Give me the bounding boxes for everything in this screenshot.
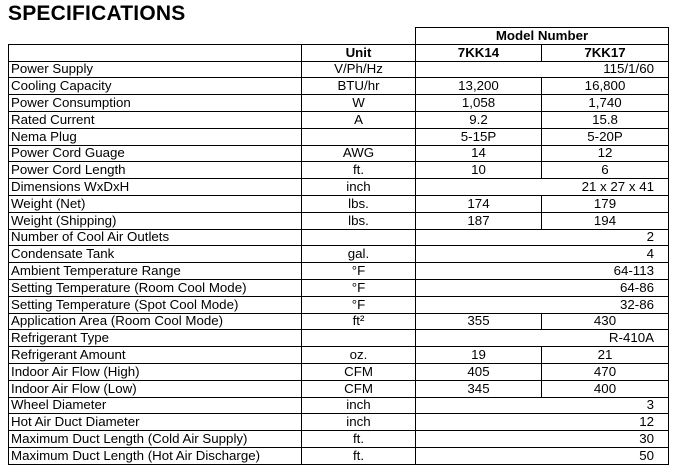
unit-cell: °F	[302, 263, 416, 280]
value-cell-model-2: 1,740	[542, 95, 669, 112]
param-header-blank	[9, 44, 302, 61]
value-cell-model-1: 1,058	[416, 95, 542, 112]
table-row	[9, 279, 669, 296]
param-cell: Power Consumption	[9, 95, 302, 112]
value-cell-model-2: 15.8	[542, 111, 669, 128]
unit-cell	[302, 128, 416, 145]
unit-cell: gal.	[302, 246, 416, 263]
blank-corner-cell	[9, 28, 416, 45]
unit-cell: V/Ph/Hz	[302, 61, 416, 78]
param-cell: Maximum Duct Length (Cold Air Supply)	[9, 431, 302, 448]
table-row	[9, 296, 669, 313]
param-cell: Rated Current	[9, 111, 302, 128]
merged-value-cell: 50	[416, 447, 669, 464]
table-row	[9, 111, 669, 128]
table-row	[9, 414, 669, 431]
value-cell-model-2: 6	[542, 162, 669, 179]
param-cell: Setting Temperature (Spot Cool Mode)	[9, 296, 302, 313]
table-row	[9, 128, 669, 145]
model-header-1: 7KK14	[416, 44, 542, 61]
param-cell: Power Supply	[9, 61, 302, 78]
param-cell: Application Area (Room Cool Mode)	[9, 313, 302, 330]
table-row	[9, 313, 669, 330]
table-row	[9, 61, 669, 78]
unit-cell: ft²	[302, 313, 416, 330]
unit-cell: lbs.	[302, 212, 416, 229]
unit-cell: W	[302, 95, 416, 112]
merged-value-cell: R-410A	[416, 330, 669, 347]
value-cell-model-1: 10	[416, 162, 542, 179]
specifications-table	[8, 27, 669, 465]
unit-cell: inch	[302, 179, 416, 196]
value-cell-model-2: 194	[542, 212, 669, 229]
unit-cell: AWG	[302, 145, 416, 162]
header-row-columns	[9, 44, 669, 61]
param-cell: Refrigerant Type	[9, 330, 302, 347]
unit-cell: A	[302, 111, 416, 128]
table-row	[9, 246, 669, 263]
param-cell: Power Cord Guage	[9, 145, 302, 162]
unit-cell: inch	[302, 414, 416, 431]
value-cell-model-2: 400	[542, 380, 669, 397]
unit-cell: ft.	[302, 431, 416, 448]
unit-cell: inch	[302, 397, 416, 414]
param-cell: Dimensions WxDxH	[9, 179, 302, 196]
param-cell: Weight (Net)	[9, 195, 302, 212]
table-row	[9, 447, 669, 464]
unit-cell: °F	[302, 279, 416, 296]
unit-cell: ft.	[302, 447, 416, 464]
table-row	[9, 145, 669, 162]
value-cell-model-2: 16,800	[542, 78, 669, 95]
unit-cell: BTU/hr	[302, 78, 416, 95]
unit-cell: °F	[302, 296, 416, 313]
unit-cell	[302, 330, 416, 347]
table-row	[9, 179, 669, 196]
param-cell: Setting Temperature (Room Cool Mode)	[9, 279, 302, 296]
model-number-header: Model Number	[416, 28, 669, 45]
param-cell: Condensate Tank	[9, 246, 302, 263]
value-cell-model-1: 19	[416, 347, 542, 364]
value-cell-model-1: 405	[416, 363, 542, 380]
unit-cell: ft.	[302, 162, 416, 179]
table-row	[9, 363, 669, 380]
merged-value-cell: 30	[416, 431, 669, 448]
unit-cell: CFM	[302, 380, 416, 397]
unit-cell: CFM	[302, 363, 416, 380]
model-header-2: 7KK17	[542, 44, 669, 61]
value-cell-model-1: 345	[416, 380, 542, 397]
table-row	[9, 397, 669, 414]
table-row	[9, 78, 669, 95]
unit-cell: oz.	[302, 347, 416, 364]
spec-table-body	[9, 61, 669, 464]
value-cell-model-1: 14	[416, 145, 542, 162]
table-row	[9, 330, 669, 347]
merged-value-cell: 21 x 27 x 41	[416, 179, 669, 196]
merged-value-cell: 64-113	[416, 263, 669, 280]
unit-cell: lbs.	[302, 195, 416, 212]
table-row	[9, 431, 669, 448]
param-cell: Ambient Temperature Range	[9, 263, 302, 280]
merged-value-cell: 32-86	[416, 296, 669, 313]
param-cell: Weight (Shipping)	[9, 212, 302, 229]
merged-value-cell: 12	[416, 414, 669, 431]
param-cell: Power Cord Length	[9, 162, 302, 179]
header-row-model-number	[9, 28, 669, 45]
param-cell: Indoor Air Flow (Low)	[9, 380, 302, 397]
value-cell-model-2: 179	[542, 195, 669, 212]
value-cell-model-1: 9.2	[416, 111, 542, 128]
table-row	[9, 195, 669, 212]
param-cell: Cooling Capacity	[9, 78, 302, 95]
param-cell: Nema Plug	[9, 128, 302, 145]
value-cell-model-1: 174	[416, 195, 542, 212]
unit-cell	[302, 229, 416, 246]
merged-value-cell: 115/1/60	[416, 61, 669, 78]
table-row	[9, 229, 669, 246]
value-cell-model-1: 5-15P	[416, 128, 542, 145]
merged-value-cell: 2	[416, 229, 669, 246]
table-row	[9, 347, 669, 364]
param-cell: Indoor Air Flow (High)	[9, 363, 302, 380]
table-row	[9, 212, 669, 229]
table-row	[9, 162, 669, 179]
merged-value-cell: 4	[416, 246, 669, 263]
value-cell-model-2: 470	[542, 363, 669, 380]
param-cell: Hot Air Duct Diameter	[9, 414, 302, 431]
value-cell-model-1: 187	[416, 212, 542, 229]
page-title: SPECIFICATIONS	[8, 2, 186, 25]
param-cell: Number of Cool Air Outlets	[9, 229, 302, 246]
value-cell-model-1: 355	[416, 313, 542, 330]
merged-value-cell: 64-86	[416, 279, 669, 296]
value-cell-model-1: 13,200	[416, 78, 542, 95]
table-row	[9, 95, 669, 112]
table-row	[9, 380, 669, 397]
merged-value-cell: 3	[416, 397, 669, 414]
value-cell-model-2: 21	[542, 347, 669, 364]
unit-header: Unit	[302, 44, 416, 61]
value-cell-model-2: 430	[542, 313, 669, 330]
value-cell-model-2: 12	[542, 145, 669, 162]
value-cell-model-2: 5-20P	[542, 128, 669, 145]
table-row	[9, 263, 669, 280]
param-cell: Refrigerant Amount	[9, 347, 302, 364]
param-cell: Wheel Diameter	[9, 397, 302, 414]
param-cell: Maximum Duct Length (Hot Air Discharge)	[9, 447, 302, 464]
